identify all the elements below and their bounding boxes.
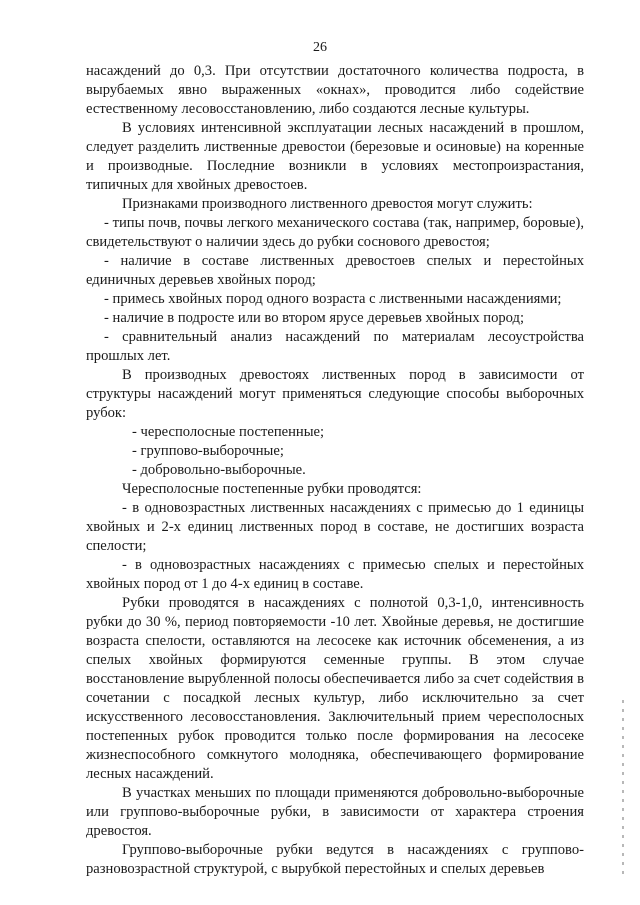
list-item: - типы почв, почвы легкого механического состава (так, например, боровые), свидетельствуют о наличии здесь до рубки соснового древостоя;	[86, 215, 584, 250]
list-item: - в одновозрастных лиственных насаждениях с примесью до 1 единицы хвойных и 2-х единиц лиственных пород в составе, не достигших возраста спелости;	[86, 500, 584, 554]
list-item: - наличие в подросте или во втором ярусе деревьев хвойных пород;	[104, 310, 525, 326]
paragraph: В условиях интенсивной эксплуатации лесных насаждений в прошлом, следует разделить лиственные древостои (березовые и осиновые) на коренные и производные. Последние возникли в условиях местопроизрастания, типичных для хвойных древостоев.	[86, 120, 584, 193]
page-number: 26	[313, 40, 327, 55]
paragraph: насаждений до 0,3. При отсутствии достаточного количества подроста, в вырубаемых явно выраженных «окнах», проводится либо содействие естественному лесовосстановлению, либо создаются лесные культуры.	[86, 63, 584, 117]
list-item: - чересполосные постепенные;	[132, 424, 325, 440]
list-item: - наличие в составе лиственных древостоев спелых и перестойных единичных деревьев хвойных пород;	[86, 253, 584, 288]
scan-artifact	[622, 700, 624, 880]
paragraph: В производных древостоях лиственных пород в зависимости от структуры насаждений могут применяться следующие способы выборочных рубок:	[86, 367, 584, 421]
list-item: - в одновозрастных насаждениях с примесью спелых и перестойных хвойных пород от 1 до 4-х единиц в составе.	[86, 557, 584, 592]
paragraph: Рубки проводятся в насаждениях с полнотой 0,3-1,0, интенсивность рубки до 30 %, период повторяемости -10 лет. Хвойные деревья, не достигшие возраста спелости, оставляются на лесосеке как источник обсеменения, а из спелых хвойных формируются семенные группы. В этом случае восстановление вырубленной полосы обеспечивается либо за счет содействия в сочетании с посадкой лесных культур, либо исключительно за счет искусственного лесовосстановления. Заключительный прием чересполосных постепенных рубок проводится только после формирования на лесосеке жизнеспособного сомкнутого молодняка, обеспечивающего формирование лесных насаждений.	[86, 595, 584, 782]
list-item: - примесь хвойных пород одного возраста с лиственными насаждениями;	[104, 291, 562, 307]
document-body	[86, 62, 584, 879]
paragraph: В участках меньших по площади применяются добровольно-выборочные или группово-выборочные рубки, в зависимости от характера строения древостоя.	[86, 785, 584, 839]
paragraph: Группово-выборочные рубки ведутся в насаждениях с группово-разновозрастной структурой, с вырубкой перестойных и спелых деревьев	[86, 842, 584, 877]
list-item: - добровольно-выборочные.	[132, 462, 306, 478]
paragraph: Чересполосные постепенные рубки проводятся:	[122, 481, 422, 497]
list-item: - группово-выборочные;	[132, 443, 284, 459]
list-item: - сравнительный анализ насаждений по материалам лесоустройства прошлых лет.	[86, 329, 584, 364]
paragraph: Признаками производного лиственного древостоя могут служить:	[122, 196, 533, 212]
